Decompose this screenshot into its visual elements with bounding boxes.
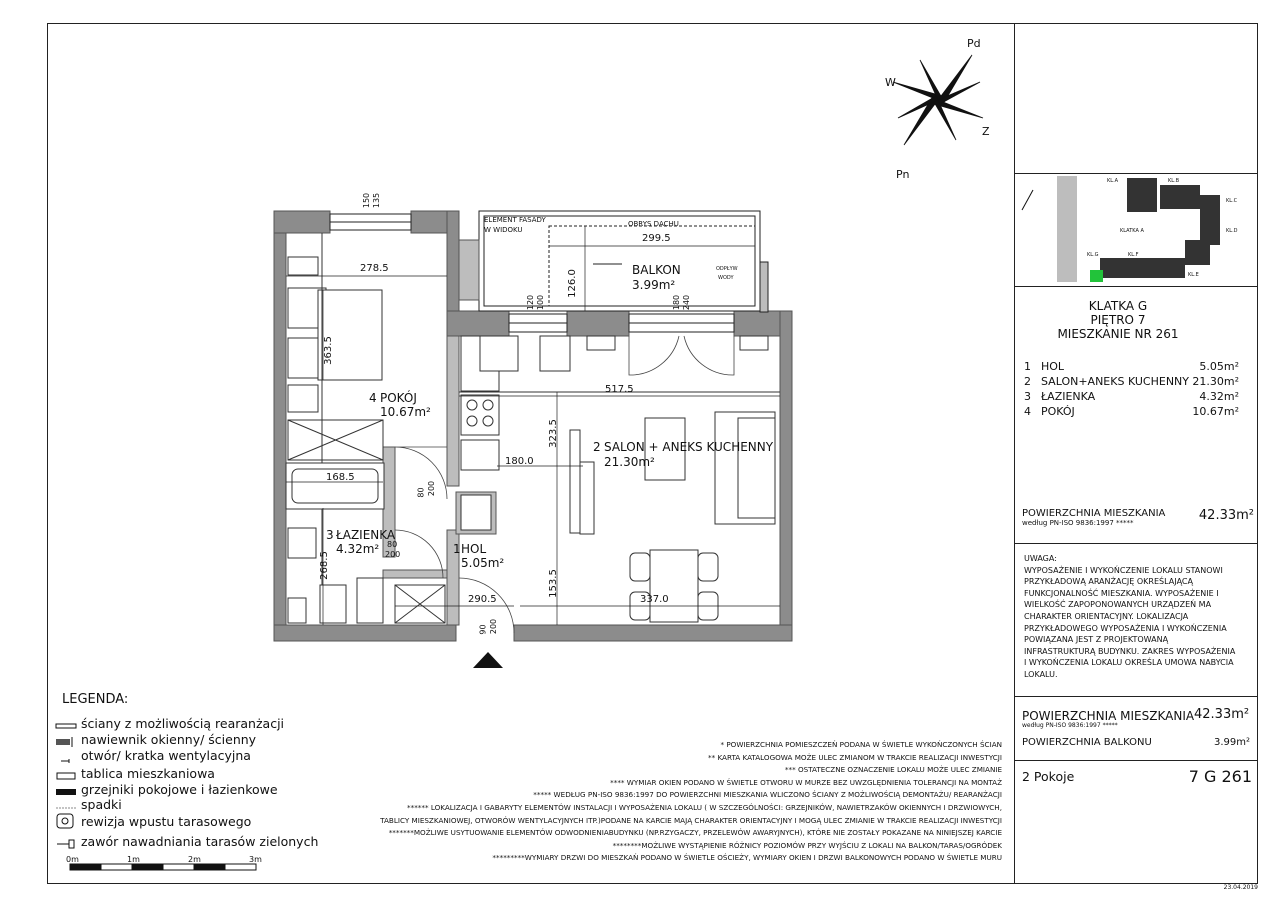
room-area: 10.67m² xyxy=(1192,405,1239,418)
dimension-label: 126.0 xyxy=(566,269,578,298)
room-num: 4 xyxy=(1024,405,1031,418)
door-size-label: 80 xyxy=(416,487,426,498)
dimension-label: 299.5 xyxy=(642,233,671,244)
footnote: TABLICY MIESZKANIOWEJ, OTWORÓW WENTYLACYJNYCH ITP.)PODANE NA KARCIE MAJĄ CHARAKTER ORIENTACYJNY I MOGĄ ULEC ZMIANIE W TRAKCIE REALIZACJI INWESTYCJI xyxy=(380,815,1002,825)
keyplan-label: KL.F xyxy=(1128,252,1139,258)
footnote: ********MOŻLIWE WYSTĄPIENIE RÓŻNICY POZIOMÓW PRZY WYJŚCIU Z LOKALI NA BALKON/TARAS/OGRÓDEK xyxy=(612,840,1002,850)
unit-summary xyxy=(1022,769,1252,784)
window-size-label: 150 xyxy=(362,192,372,209)
room-area: 21.30m² xyxy=(1192,375,1239,388)
compass-label-pd: Pd xyxy=(967,37,981,50)
window-size-label: 120 xyxy=(526,294,536,311)
element-fasady-label: ELEMENT FASADY xyxy=(484,216,546,224)
legend-text: tablica mieszkaniowa xyxy=(81,766,215,781)
footnotes xyxy=(302,739,1002,865)
dimension-label: 323.5 xyxy=(547,419,559,448)
dimension-label: 278.5 xyxy=(360,263,389,274)
room-name: HOL xyxy=(1041,360,1065,373)
obrys-dachu-label: OBRYS DACHU xyxy=(628,220,679,228)
legend-item xyxy=(55,782,278,797)
room-row xyxy=(1024,389,1239,404)
window-size-label: 240 xyxy=(682,294,692,311)
room-row xyxy=(1024,404,1239,419)
compass-label-w: W xyxy=(885,76,896,89)
odplyw-label: ODPŁYW xyxy=(716,266,738,272)
door-size-label: 200 xyxy=(385,550,401,559)
radiator-icon xyxy=(55,785,77,795)
drain-icon xyxy=(55,813,77,829)
room-name: HOL xyxy=(461,542,487,556)
room-number: 3 xyxy=(326,528,334,542)
element-fasady-sub: W WIDOKU xyxy=(484,226,523,234)
keyplan-label: KL.D xyxy=(1226,228,1238,234)
uwaga-line: FUNKCJONALNOŚĆ MIESZKANIA. WYPOSAŻENIE I xyxy=(1024,588,1219,598)
keyplan-label: KL.C xyxy=(1226,198,1238,204)
dimension-label: 268.5 xyxy=(318,551,330,580)
uwaga-title: UWAGA: xyxy=(1024,554,1057,563)
room-number: 2 xyxy=(593,440,601,454)
keyplan-label: KLATKA A xyxy=(1120,228,1144,234)
keyplan-label: KL.E xyxy=(1188,272,1199,278)
panel-icon xyxy=(55,769,77,779)
room-name: POKÓJ xyxy=(380,391,417,405)
room-area: 5.05m² xyxy=(461,556,505,570)
window-size-label: 135 xyxy=(372,192,382,209)
room-number: 1 xyxy=(453,542,461,556)
room-name: ŁAZIENKA xyxy=(336,528,396,542)
keyplan-label: KL.A xyxy=(1107,178,1119,184)
uwaga-line: LOKALU. xyxy=(1024,669,1058,679)
footnote: ****** LOKALIZACJA I GABARYTY ELEMENTÓW INSTALACJI I WYPOSAŻENIA LOKALU ( W SZCZEGÓLNOŚCI: GRZEJNIKÓW, NAWIETRZAKÓW OKIENNYCH I DRZWIOWYCH, xyxy=(407,802,1002,812)
room-row xyxy=(1024,359,1239,374)
room-area: 21.30m² xyxy=(604,455,655,469)
area-value: 42.33m² xyxy=(1198,508,1254,523)
room-area: 10.67m² xyxy=(380,405,431,419)
room-area: 4.32m² xyxy=(1199,390,1239,403)
uwaga-line: I WYKOŃCZENIA LOKALU OKREŚLA UMOWA NABYCIA xyxy=(1024,658,1234,668)
door-size-label: 80 xyxy=(387,540,398,549)
legend-item xyxy=(55,813,251,829)
legend-item xyxy=(55,732,256,747)
uwaga-line: PRZYKŁADOWĄ ARANŻACJĘ OKREŚLAJĄCĄ xyxy=(1024,577,1193,587)
dimension-label: 168.5 xyxy=(326,472,355,483)
unit-code: 7 G 261 xyxy=(1188,767,1252,786)
room-num: 3 xyxy=(1024,390,1031,403)
mieszkanie-label: MIESZKANIE NR 261 xyxy=(1057,327,1179,341)
keyplan-label: KL.B xyxy=(1168,178,1180,184)
uwaga-line: POWIĄZANA JEST Z PROJEKTOWANĄ xyxy=(1024,635,1169,645)
footnote: ***** WEDŁUG PN-ISO 9836:1997 DO POWIERZCHNI MIESZKANIA WLICZONO ŚCIANY Z MOŻLIWOŚCIĄ DEMONTAŻU/ REARANŻACJI xyxy=(533,790,1002,800)
klatka-label: KLATKA G xyxy=(1088,299,1148,313)
room-name: ŁAZIENKA xyxy=(1041,390,1096,403)
area-sub-2: według PN-ISO 9836:1997 ***** xyxy=(1022,722,1118,729)
legend-item xyxy=(55,797,122,812)
legend-text: zawór nawadniania tarasów zielonych xyxy=(81,834,319,849)
window-size-label: 100 xyxy=(536,294,546,311)
rooms-count: 2 Pokoje xyxy=(1022,769,1075,784)
legend-text: rewizja wpustu tarasowego xyxy=(81,813,252,829)
door-size-label: 90 xyxy=(478,624,488,635)
unit-header xyxy=(1048,299,1188,341)
area-value-2: 42.33m² xyxy=(1194,707,1250,722)
compass-label-z: Z xyxy=(982,125,990,138)
legend-text: nawiewnik okienny/ ścienny xyxy=(81,732,257,747)
legend-title: LEGENDA: xyxy=(62,692,129,707)
room-num: 2 xyxy=(1024,375,1031,388)
room-list xyxy=(1024,359,1239,419)
balkon-area-value: 3.99m² xyxy=(1214,737,1251,748)
footnote: *******MOŻLIWE USYTUOWANIE ELEMENTÓW ODWODNIENIABUDYNKU (NP.RZYGACZY, PRZELEWÓW AWARYJNYCH), KTÓRE NIE ZOSTAŁY POKAZANE NA NINIEJSZEJ KARCIE xyxy=(388,828,1002,838)
balkon-area: 3.99m² xyxy=(632,278,676,292)
wall-icon xyxy=(55,719,77,729)
area-label-2: POWIERZCHNIA MIESZKANIA xyxy=(1022,709,1195,723)
footnote: *** OSTATECZNE OZNACZENIE LOKALU MOŻE ULEC ZMIANIE xyxy=(784,765,1002,775)
grille-icon xyxy=(55,751,77,761)
legend-text: otwór/ kratka wentylacyjna xyxy=(81,748,251,763)
vent-icon xyxy=(55,735,77,745)
keyplan-label: KL.G xyxy=(1087,252,1099,258)
legend-text: grzejniki pokojowe i łazienkowe xyxy=(81,782,278,797)
legend-text: ściany z możliwością rearanżacji xyxy=(81,716,285,731)
slope-icon xyxy=(55,800,77,810)
legend-item xyxy=(55,766,215,781)
footnote: *********WYMIARY DRZWI DO MIESZKAŃ PODANO W ŚWIETLE OŚCIEŻY, WYMIARY OKIEN I DRZWI BALKONOWYCH PODANO W ŚWIETLE MURU xyxy=(492,853,1002,863)
uwaga-line: PRZYKŁADOWEGO WYPOSAŻENIA I WYKOŃCZENIA xyxy=(1024,623,1227,633)
compass-label-pn: Pn xyxy=(896,168,910,181)
dimension-label: 290.5 xyxy=(468,594,497,605)
room-area: 5.05m² xyxy=(1199,360,1239,373)
uwaga-line: WIELKOŚĆ ZAPOPONOWANYCH URZĄDZEŃ MA xyxy=(1024,600,1212,610)
scale-label: 3m xyxy=(249,855,262,864)
room-number: 4 xyxy=(369,391,377,405)
door-size-label: 200 xyxy=(427,480,437,497)
odplyw-sub: WODY xyxy=(718,275,734,281)
area-sub: według PN-ISO 9836:1997 ***** xyxy=(1022,519,1134,527)
legend-item xyxy=(55,834,318,849)
footnote: ** KARTA KATALOGOWA MOŻE ULEC ZMIANOM W TRAKCIE REALIZACJI INWESTYCJI xyxy=(708,752,1002,762)
pietro-label: PIĘTRO 7 xyxy=(1090,313,1146,327)
legend-text: spadki xyxy=(81,797,122,812)
area-label: POWIERZCHNIA MIESZKANIA xyxy=(1022,508,1166,519)
uwaga-line: WYPOSAŻENIE I WYKOŃCZENIE LOKALU STANOWI xyxy=(1024,565,1223,575)
room-num: 1 xyxy=(1024,360,1031,373)
window-size-label: 180 xyxy=(672,294,682,311)
room-name: POKÓJ xyxy=(1041,405,1075,418)
room-name: SALON+ANEKS KUCHENNY xyxy=(1041,375,1189,388)
legend-item xyxy=(55,748,251,763)
room-row xyxy=(1024,374,1239,389)
balkon-label: BALKON xyxy=(632,263,681,277)
balkon-area-label: POWIERZCHNIA BALKONU xyxy=(1022,737,1152,748)
uwaga-line: INFRASTRUKTURĄ BUDYNKU. ZAKRES WYPOSAŻENIA xyxy=(1024,646,1236,656)
valve-icon xyxy=(55,837,77,847)
room-name: SALON + ANEKS KUCHENNY xyxy=(604,440,774,454)
uwaga-note xyxy=(1024,553,1249,681)
date-stamp: 23.04.2019 xyxy=(1223,884,1258,891)
area-summary xyxy=(1022,508,1254,527)
dimension-label: 363.5 xyxy=(322,336,334,365)
legend-item xyxy=(55,716,284,731)
scale-label: 2m xyxy=(188,855,201,864)
uwaga-line: CHARAKTER ORIENTACYJNY. LOKALIZACJA xyxy=(1024,611,1189,621)
dimension-label: 337.0 xyxy=(640,594,669,605)
scale-label: 0m xyxy=(66,855,79,864)
dimension-label: 517.5 xyxy=(605,384,634,395)
door-size-label: 200 xyxy=(489,618,499,635)
dimension-label: 153.5 xyxy=(547,569,559,598)
footnote: **** WYMIAR OKIEN PODANO W ŚWIETLE OTWORU W MURZE BEZ UWZGLĘDNIENIA TOLERANCJI NA MONTAŻ xyxy=(610,777,1002,787)
scale-label: 1m xyxy=(127,855,140,864)
room-area: 4.32m² xyxy=(336,542,380,556)
dimension-label: 180.0 xyxy=(505,456,534,467)
footnote: * POWIERZCHNIA POMIESZCZEŃ PODANA W ŚWIETLE WYKOŃCZONYCH ŚCIAN xyxy=(720,740,1002,749)
